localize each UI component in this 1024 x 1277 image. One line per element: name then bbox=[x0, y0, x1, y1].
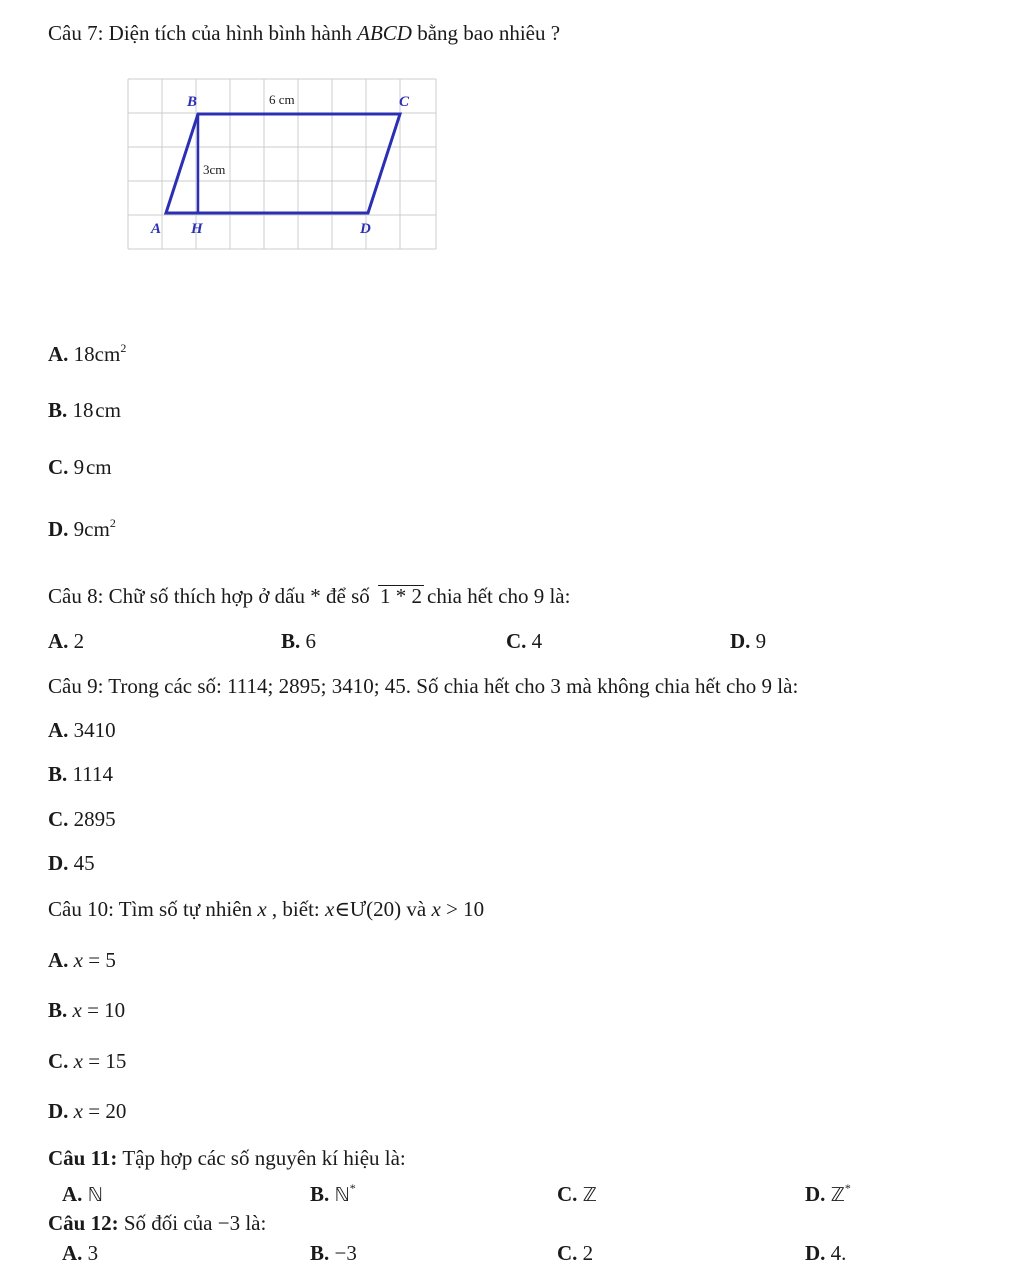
option-var: x bbox=[73, 1099, 83, 1123]
q10-option-d[interactable] bbox=[48, 1098, 126, 1124]
q12-question bbox=[48, 1210, 266, 1236]
q8-option-c[interactable] bbox=[506, 628, 542, 654]
option-unit: cm bbox=[85, 455, 112, 479]
option-value: 2 bbox=[73, 629, 85, 653]
q8-option-b[interactable] bbox=[281, 628, 316, 654]
parallelogram-figure bbox=[127, 78, 437, 250]
q8-number-overline: 1 * 2 bbox=[380, 584, 422, 608]
q10-option-b[interactable] bbox=[48, 997, 125, 1023]
q10-conj: và bbox=[406, 897, 427, 921]
option-number: 9 bbox=[73, 517, 85, 541]
set-symbol: ℕ bbox=[87, 1184, 103, 1206]
q8-question bbox=[48, 583, 570, 609]
q10-text-before: Tìm số tự nhiên bbox=[118, 897, 253, 921]
option-rhs: = 10 bbox=[87, 998, 126, 1022]
q7-text-after: bằng bao nhiêu ? bbox=[417, 21, 561, 45]
option-label: B. bbox=[48, 998, 68, 1022]
option-var: x bbox=[73, 948, 83, 972]
vertex-b-label: B bbox=[187, 94, 198, 110]
q7-label: Câu 7: bbox=[48, 21, 104, 45]
q8-text-after: chia hết cho 9 là: bbox=[427, 584, 571, 608]
option-label: A. bbox=[48, 948, 69, 972]
q12-option-c[interactable] bbox=[557, 1240, 593, 1266]
option-value: 4 bbox=[531, 629, 543, 653]
option-number: 9 bbox=[73, 455, 85, 479]
option-value: 2 bbox=[582, 1241, 594, 1265]
option-label: D. bbox=[48, 517, 69, 541]
option-var: x bbox=[72, 998, 82, 1022]
q8-label: Câu 8: bbox=[48, 584, 104, 608]
q11-label: Câu 11: bbox=[48, 1146, 118, 1170]
option-value: 45 bbox=[73, 851, 95, 875]
q10-cond2-rel: > 10 bbox=[446, 897, 485, 921]
q10-text-mid: , biết: bbox=[271, 897, 320, 921]
q8-option-a[interactable] bbox=[48, 628, 84, 654]
q7-text-before: Diện tích của hình bình hành bbox=[108, 21, 352, 45]
option-unit: cm bbox=[94, 342, 121, 366]
q7-option-c[interactable] bbox=[48, 454, 112, 480]
q12-option-a[interactable] bbox=[62, 1240, 98, 1266]
q12-text-before: Số đối của bbox=[123, 1211, 213, 1235]
option-label: B. bbox=[310, 1182, 330, 1206]
q8-option-d[interactable] bbox=[730, 628, 766, 654]
option-label: A. bbox=[62, 1241, 83, 1265]
option-unit: cm bbox=[95, 398, 121, 422]
q7-option-d[interactable] bbox=[48, 516, 116, 542]
option-var: x bbox=[73, 1049, 83, 1073]
option-label: C. bbox=[557, 1241, 578, 1265]
q11-text: Tập hợp các số nguyên kí hiệu là: bbox=[122, 1146, 406, 1170]
option-value: 9 bbox=[755, 629, 767, 653]
option-label: C. bbox=[48, 807, 69, 831]
vertex-d-label: D bbox=[360, 221, 371, 237]
parallelogram-abcd bbox=[166, 114, 400, 213]
q11-question bbox=[48, 1145, 406, 1171]
q12-option-d[interactable] bbox=[805, 1240, 846, 1266]
option-value: 6 bbox=[305, 629, 317, 653]
q10-question bbox=[48, 896, 484, 922]
option-value: 3410 bbox=[73, 718, 116, 742]
option-label: A. bbox=[48, 718, 69, 742]
set-superscript: * bbox=[844, 1181, 851, 1195]
q12-value: −3 bbox=[217, 1211, 241, 1235]
q11-option-b[interactable] bbox=[310, 1181, 356, 1208]
q11-option-a[interactable] bbox=[62, 1181, 103, 1208]
option-label: B. bbox=[281, 629, 301, 653]
option-label: D. bbox=[730, 629, 751, 653]
q12-text-after: là: bbox=[245, 1211, 267, 1235]
q7-option-b[interactable] bbox=[48, 397, 121, 423]
q8-text-before: Chữ số thích hợp ở dấu * để số bbox=[108, 584, 370, 608]
option-rhs: = 5 bbox=[88, 948, 116, 972]
option-label: C. bbox=[48, 455, 69, 479]
set-symbol: ℤ bbox=[830, 1184, 845, 1206]
option-rhs: = 15 bbox=[88, 1049, 127, 1073]
q10-cond1-var: x bbox=[325, 897, 335, 921]
vertex-h-label: H bbox=[191, 221, 203, 237]
q10-option-c[interactable] bbox=[48, 1048, 126, 1074]
q9-option-c[interactable] bbox=[48, 806, 116, 832]
option-value: 1114 bbox=[72, 762, 113, 786]
q10-var: x bbox=[257, 897, 267, 921]
option-label: A. bbox=[48, 342, 69, 366]
option-unit: cm bbox=[84, 517, 110, 541]
option-number: 18 bbox=[73, 342, 95, 366]
q12-label: Câu 12: bbox=[48, 1211, 119, 1235]
q9-text: Trong các số: 1114; 2895; 3410; 45. Số chia hết cho 3 mà không chia hết cho 9 là: bbox=[108, 674, 799, 698]
option-number: 18 bbox=[72, 398, 94, 422]
option-label: A. bbox=[62, 1182, 83, 1206]
q11-option-c[interactable] bbox=[557, 1181, 597, 1208]
q10-label: Câu 10: bbox=[48, 897, 114, 921]
q11-option-d[interactable] bbox=[805, 1181, 851, 1208]
option-label: B. bbox=[48, 762, 68, 786]
option-label: D. bbox=[805, 1241, 826, 1265]
option-value: 3 bbox=[87, 1241, 99, 1265]
vertex-c-label: C bbox=[399, 94, 410, 110]
height-length-label: 3cm bbox=[203, 162, 226, 177]
q9-option-b[interactable] bbox=[48, 761, 113, 787]
q9-label: Câu 9: bbox=[48, 674, 104, 698]
q9-option-a[interactable] bbox=[48, 717, 116, 743]
q10-cond1-rel: ∈Ư(20) bbox=[334, 897, 402, 921]
option-label: A. bbox=[48, 629, 69, 653]
q9-question bbox=[48, 673, 798, 699]
option-label: B. bbox=[310, 1241, 330, 1265]
option-superscript: 2 bbox=[109, 516, 116, 530]
q7-option-a[interactable] bbox=[48, 341, 126, 367]
q10-option-a[interactable] bbox=[48, 947, 116, 973]
option-label: D. bbox=[48, 1099, 69, 1123]
option-rhs: = 20 bbox=[88, 1099, 127, 1123]
q12-option-b[interactable] bbox=[310, 1240, 357, 1266]
vertex-a-label: A bbox=[151, 221, 162, 237]
option-superscript: 2 bbox=[120, 341, 127, 355]
q10-cond2-var: x bbox=[431, 897, 441, 921]
q7-shape-name: ABCD bbox=[357, 21, 412, 45]
option-value: 2895 bbox=[73, 807, 116, 831]
set-symbol: ℤ bbox=[582, 1184, 597, 1206]
option-label: D. bbox=[805, 1182, 826, 1206]
option-label: B. bbox=[48, 398, 68, 422]
option-label: C. bbox=[506, 629, 527, 653]
set-superscript: * bbox=[349, 1181, 356, 1195]
q9-option-d[interactable] bbox=[48, 850, 95, 876]
option-label: D. bbox=[48, 851, 69, 875]
option-label: C. bbox=[48, 1049, 69, 1073]
base-length-label: 6 cm bbox=[269, 92, 295, 107]
option-value: 4. bbox=[830, 1241, 847, 1265]
option-value: −3 bbox=[334, 1241, 357, 1265]
option-label: C. bbox=[557, 1182, 578, 1206]
q7-question bbox=[48, 20, 560, 46]
set-symbol: ℕ bbox=[334, 1184, 350, 1206]
